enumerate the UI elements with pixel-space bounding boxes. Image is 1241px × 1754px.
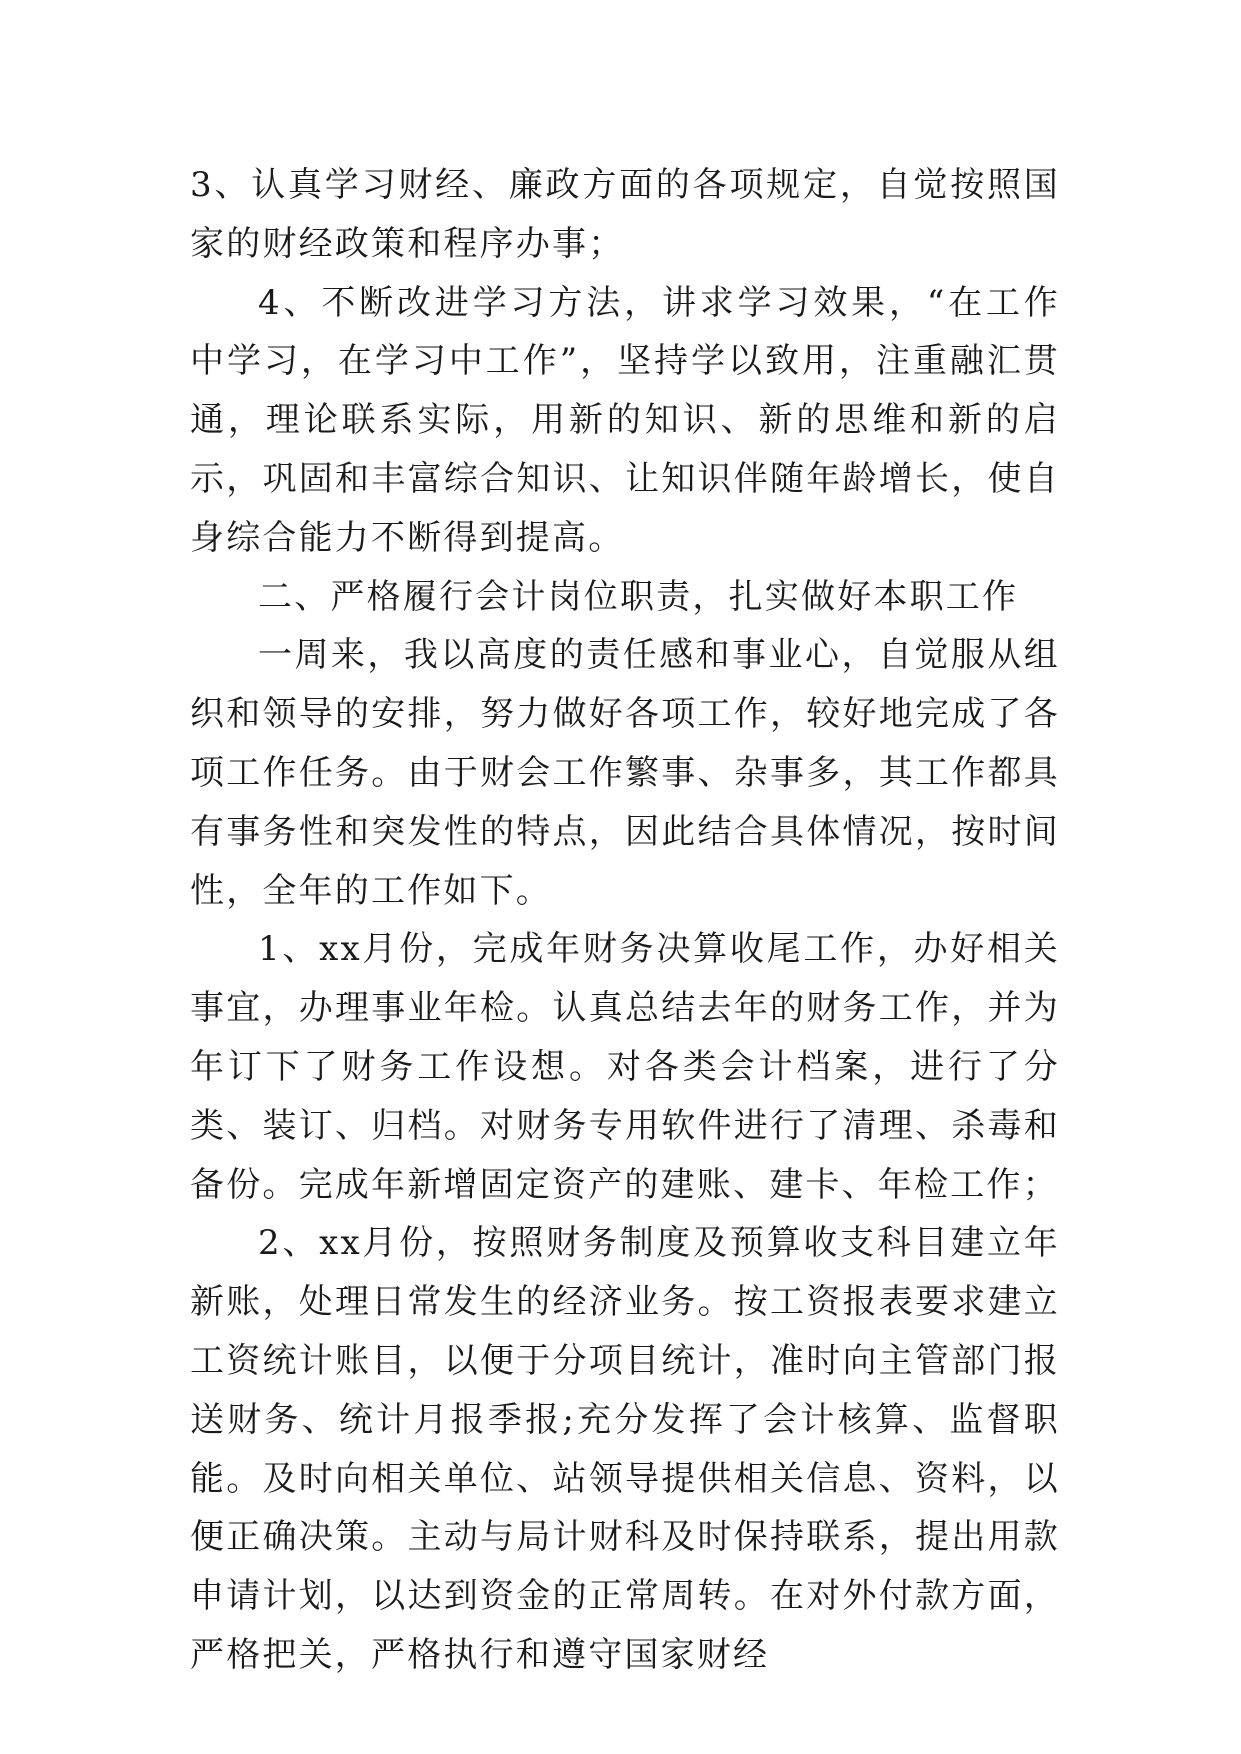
- paragraph-item-4: 4、不断改进学习方法，讲求学习效果，“在工作中学习，在学习中工作”，坚持学以致用，注重融汇贯通，理论联系实际，用新的知识、新的思维和新的启示，巩固和丰富综合知识、让知识伴随年龄增长，使自身综合能力不断得到提高。: [190, 282, 1060, 558]
- document-body: [190, 156, 1060, 1685]
- paragraph-month-1: 1、xx月份，完成年财务决算收尾工作，办好相关事宜，办理事业年检。认真总结去年的财务工作，并为年订下了财务工作设想。对各类会计档案，进行了分类、装订、归档。对财务专用软件进行了清理、杀毒和备份。完成年新增固定资产的建账、建卡、年检工作；: [190, 929, 1060, 1205]
- paragraph-month-2: 2、xx月份，按照财务制度及预算收支科目建立年新账，处理日常发生的经济业务。按工资报表要求建立工资统计账目，以便于分项目统计，准时向主管部门报送财务、统计月报季报;充分发挥了会计核算、监督职能。及时向相关单位、站领导提供相关信息、资料，以便正确决策。主动与局计财科及时保持联系，提出用款申请计划，以达到资金的正常周转。在对外付款方面，严格把关，严格执行和遵守国家财经: [190, 1223, 1060, 1675]
- paragraph-item-3: 3、认真学习财经、廉政方面的各项规定，自觉按照国家的财经政策和程序办事；: [190, 165, 1060, 264]
- paragraph-intro: 一周来，我以高度的责任感和事业心，自觉服从组织和领导的安排，努力做好各项工作，较好地完成了各项工作任务。由于财会工作繁事、杂事多，其工作都具有事务性和突发性的特点，因此结合具体情况，按时间性，全年的工作如下。: [190, 635, 1060, 911]
- section-heading: 二、严格履行会计岗位职责，扎实做好本职工作: [258, 576, 1019, 617]
